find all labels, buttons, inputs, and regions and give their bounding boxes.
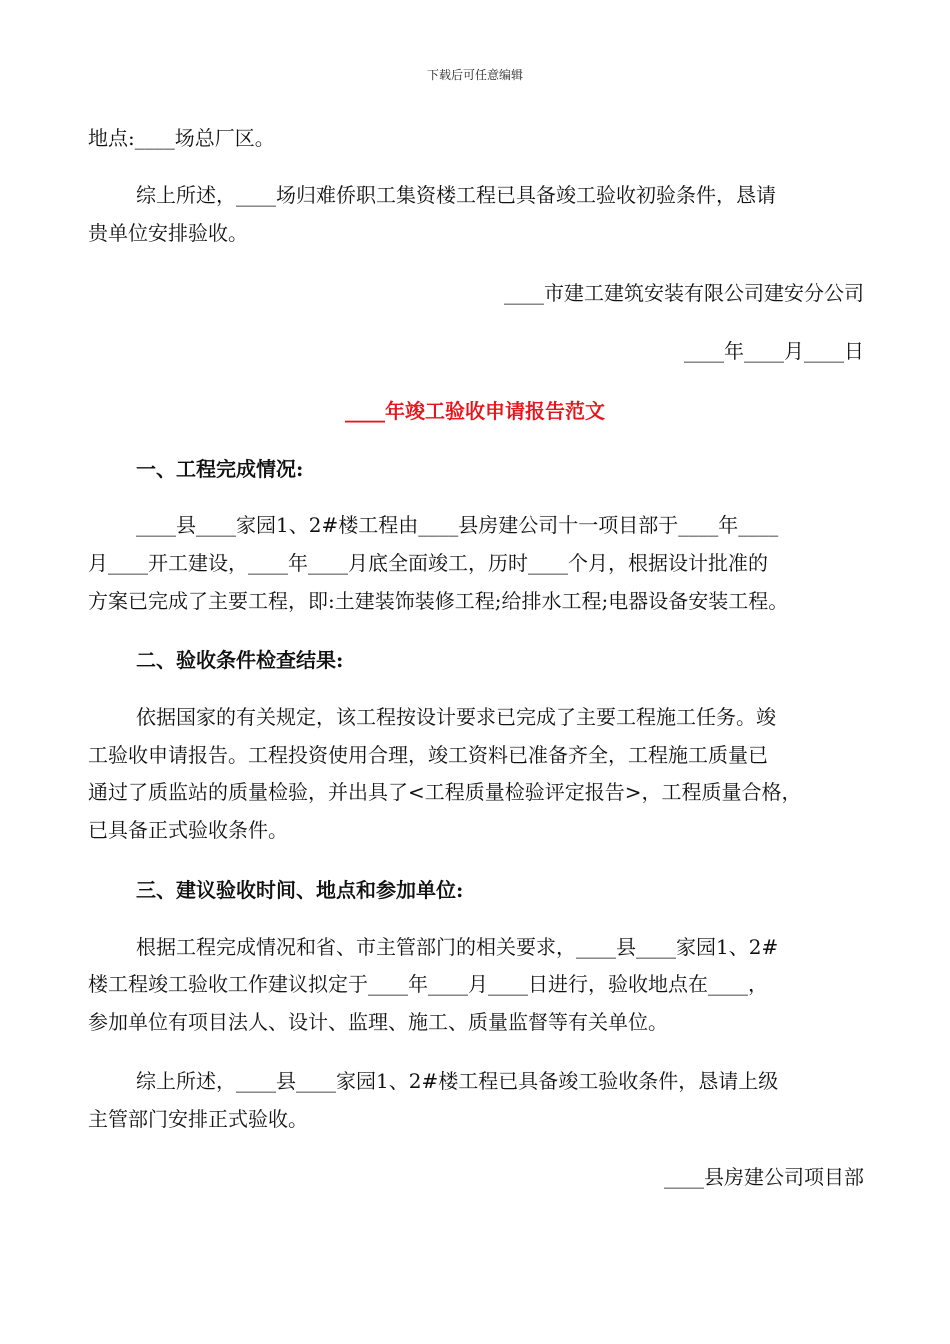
section-2-line-1: 依据国家的有关规定，该工程按设计要求已完成了主要工程施工任务。竣 <box>136 705 776 729</box>
summary-line-2: 贵单位安排验收。 <box>88 221 248 245</box>
section-3-line-2: 楼工程竣工验收工作建议拟定于____年____月____日进行，验收地点在____， <box>88 972 768 996</box>
conclusion-line-2: 主管部门安排正式验收。 <box>88 1107 308 1131</box>
section-1-line-2: 月____开工建设，____年____月底全面竣工，历时____个月，根据设计批准的 <box>88 551 768 575</box>
section-3-line-1: 根据工程完成情况和省、市主管部门的相关要求，____县____家园1、2# <box>136 935 779 959</box>
section-2-line-2: 工验收申请报告。工程投资使用合理，竣工资料已准备齐全，工程施工质量已 <box>88 743 768 767</box>
article-signature: ____县房建公司项目部 <box>664 1165 864 1189</box>
section-1-line-1: ____县____家园1、2#楼工程由____县房建公司十一项目部于____年____ <box>136 513 779 537</box>
summary-line-1: 综上所述，____场归难侨职工集资楼工程已具备竣工验收初验条件，恳请 <box>136 183 776 207</box>
conclusion-line-1: 综上所述，____县____家园1、2#楼工程已具备竣工验收条件，恳请上级 <box>136 1069 779 1093</box>
section-2-line-4: 已具备正式验收条件。 <box>88 818 288 842</box>
company-signature: ____市建工建筑安装有限公司建安分公司 <box>504 281 864 305</box>
location-line: 地点:____场总厂区。 <box>88 126 275 150</box>
article-title: ____年竣工验收申请报告范文 <box>345 399 605 423</box>
section-3-line-3: 参加单位有项目法人、设计、监理、施工、质量监督等有关单位。 <box>88 1010 668 1034</box>
section-3-heading: 三、建议验收时间、地点和参加单位: <box>136 878 464 902</box>
section-2-line-3: 通过了质监站的质量检验，并出具了<工程质量检验评定报告>，工程质量合格， <box>88 780 802 804</box>
section-2-heading: 二、验收条件检查结果: <box>136 648 344 672</box>
section-1-heading: 一、工程完成情况: <box>136 457 304 481</box>
signature-date: ____年____月____日 <box>684 339 864 363</box>
page-header-note: 下载后可任意编辑 <box>426 68 523 82</box>
section-1-line-3: 方案已完成了主要工程，即:土建装饰装修工程;给排水工程;电器设备安装工程。 <box>88 589 789 613</box>
